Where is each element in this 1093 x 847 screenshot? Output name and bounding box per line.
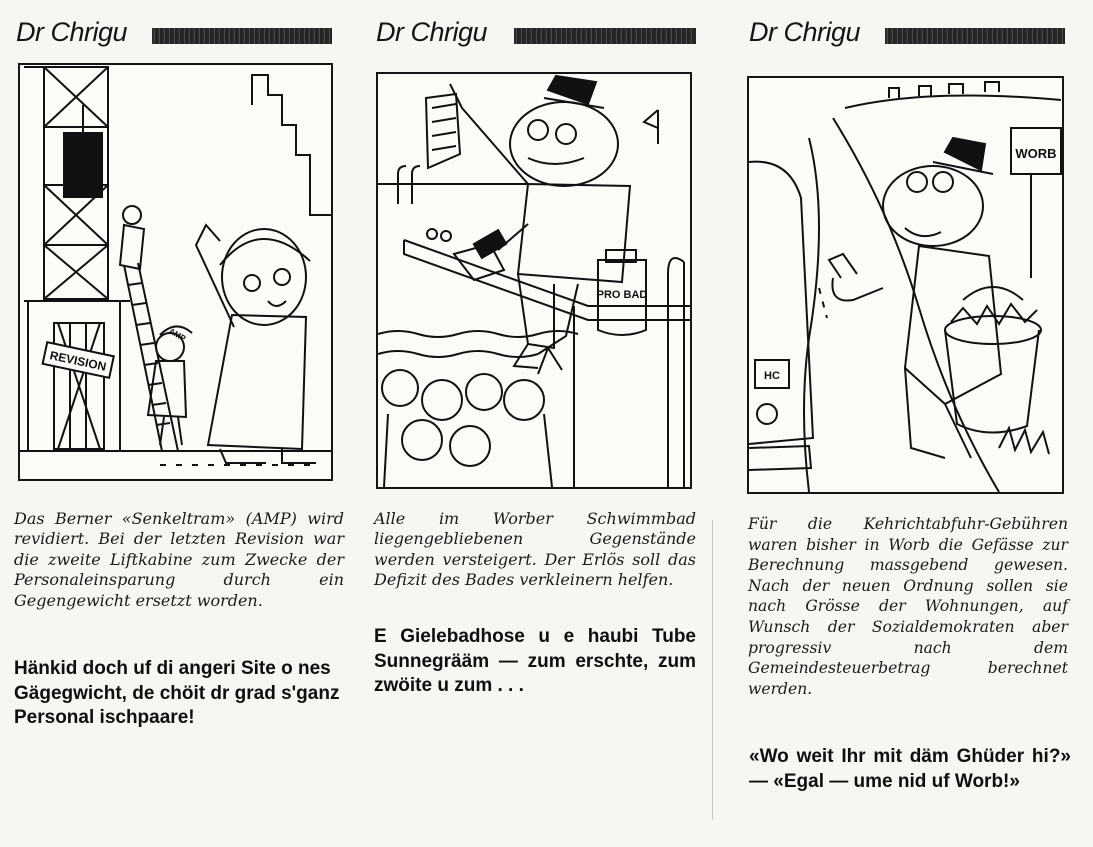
cartoon-illustration [18, 63, 333, 481]
cartoon-drawing-garbage-worb [749, 78, 1062, 492]
comic-title: Dr Chrigu [376, 17, 488, 47]
cartoon-punchline: Hänkid doch uf di angeri Site o nes Gägegwicht, de chöit dr grad s'ganz Personal ischpaare! [14, 658, 340, 729]
comic-header [372, 14, 700, 50]
cartoon-illustration [747, 76, 1064, 494]
cartoon-caption: Das Berner «Senkeltram» (AMP) wird revidiert. Bei der letzten Revision war die zweite Liftkabine zum Zwecke der Personaleinsparung durch ein Gegengewicht ersetzt worden. [14, 509, 344, 610]
comic-column-1 [12, 0, 348, 847]
cartoon-punchline: «Wo weit Ihr mit däm Ghüder hi?» — «Egal — ume nid uf Worb!» [749, 746, 1071, 792]
column-divider [712, 520, 713, 820]
worb-road-sign: WORB [1015, 146, 1057, 161]
comic-header [745, 14, 1075, 50]
comic-column-3 [745, 0, 1075, 847]
header-bar [885, 28, 1065, 44]
cap-badge: AMP [167, 326, 188, 344]
comic-column-2 [372, 0, 700, 847]
car-plate-label: HC [764, 370, 780, 382]
pro-bad-jar-label: PRO BAD [596, 289, 648, 301]
cartoon-caption: Alle im Worber Schwimmbad liegengebliebenen Gegenstände werden versteigert. Der Erlös soll das Defizit des Bades verkleinern helfen. [374, 509, 696, 590]
cartoon-drawing-pool-auction [378, 74, 690, 487]
comic-header [12, 14, 348, 50]
header-bar [514, 28, 696, 44]
header-bar [152, 28, 332, 44]
comic-title: Dr Chrigu [16, 17, 128, 47]
cartoon-illustration [376, 72, 692, 489]
cartoon-caption: Für die Kehrichtabfuhr-Gebühren waren bisher in Worb die Gefässe zur Berechnung massgebend gewesen. Nach der neuen Ordnung sollen sie nach Grösse der Wohnungen, auf Wunsch der Sozialdemokraten aber progressiv nach dem Gemeindesteuerbetrag berechnet werden. [748, 515, 1068, 698]
cartoon-drawing-tram-revision [20, 65, 331, 479]
comic-title: Dr Chrigu [749, 17, 861, 47]
revision-sign: REVISION [48, 348, 108, 374]
cartoon-punchline: E Gielebadhose u e haubi Tube Sunnegrääm — zum erschte, zum zwöite u zum . . . [374, 626, 696, 697]
